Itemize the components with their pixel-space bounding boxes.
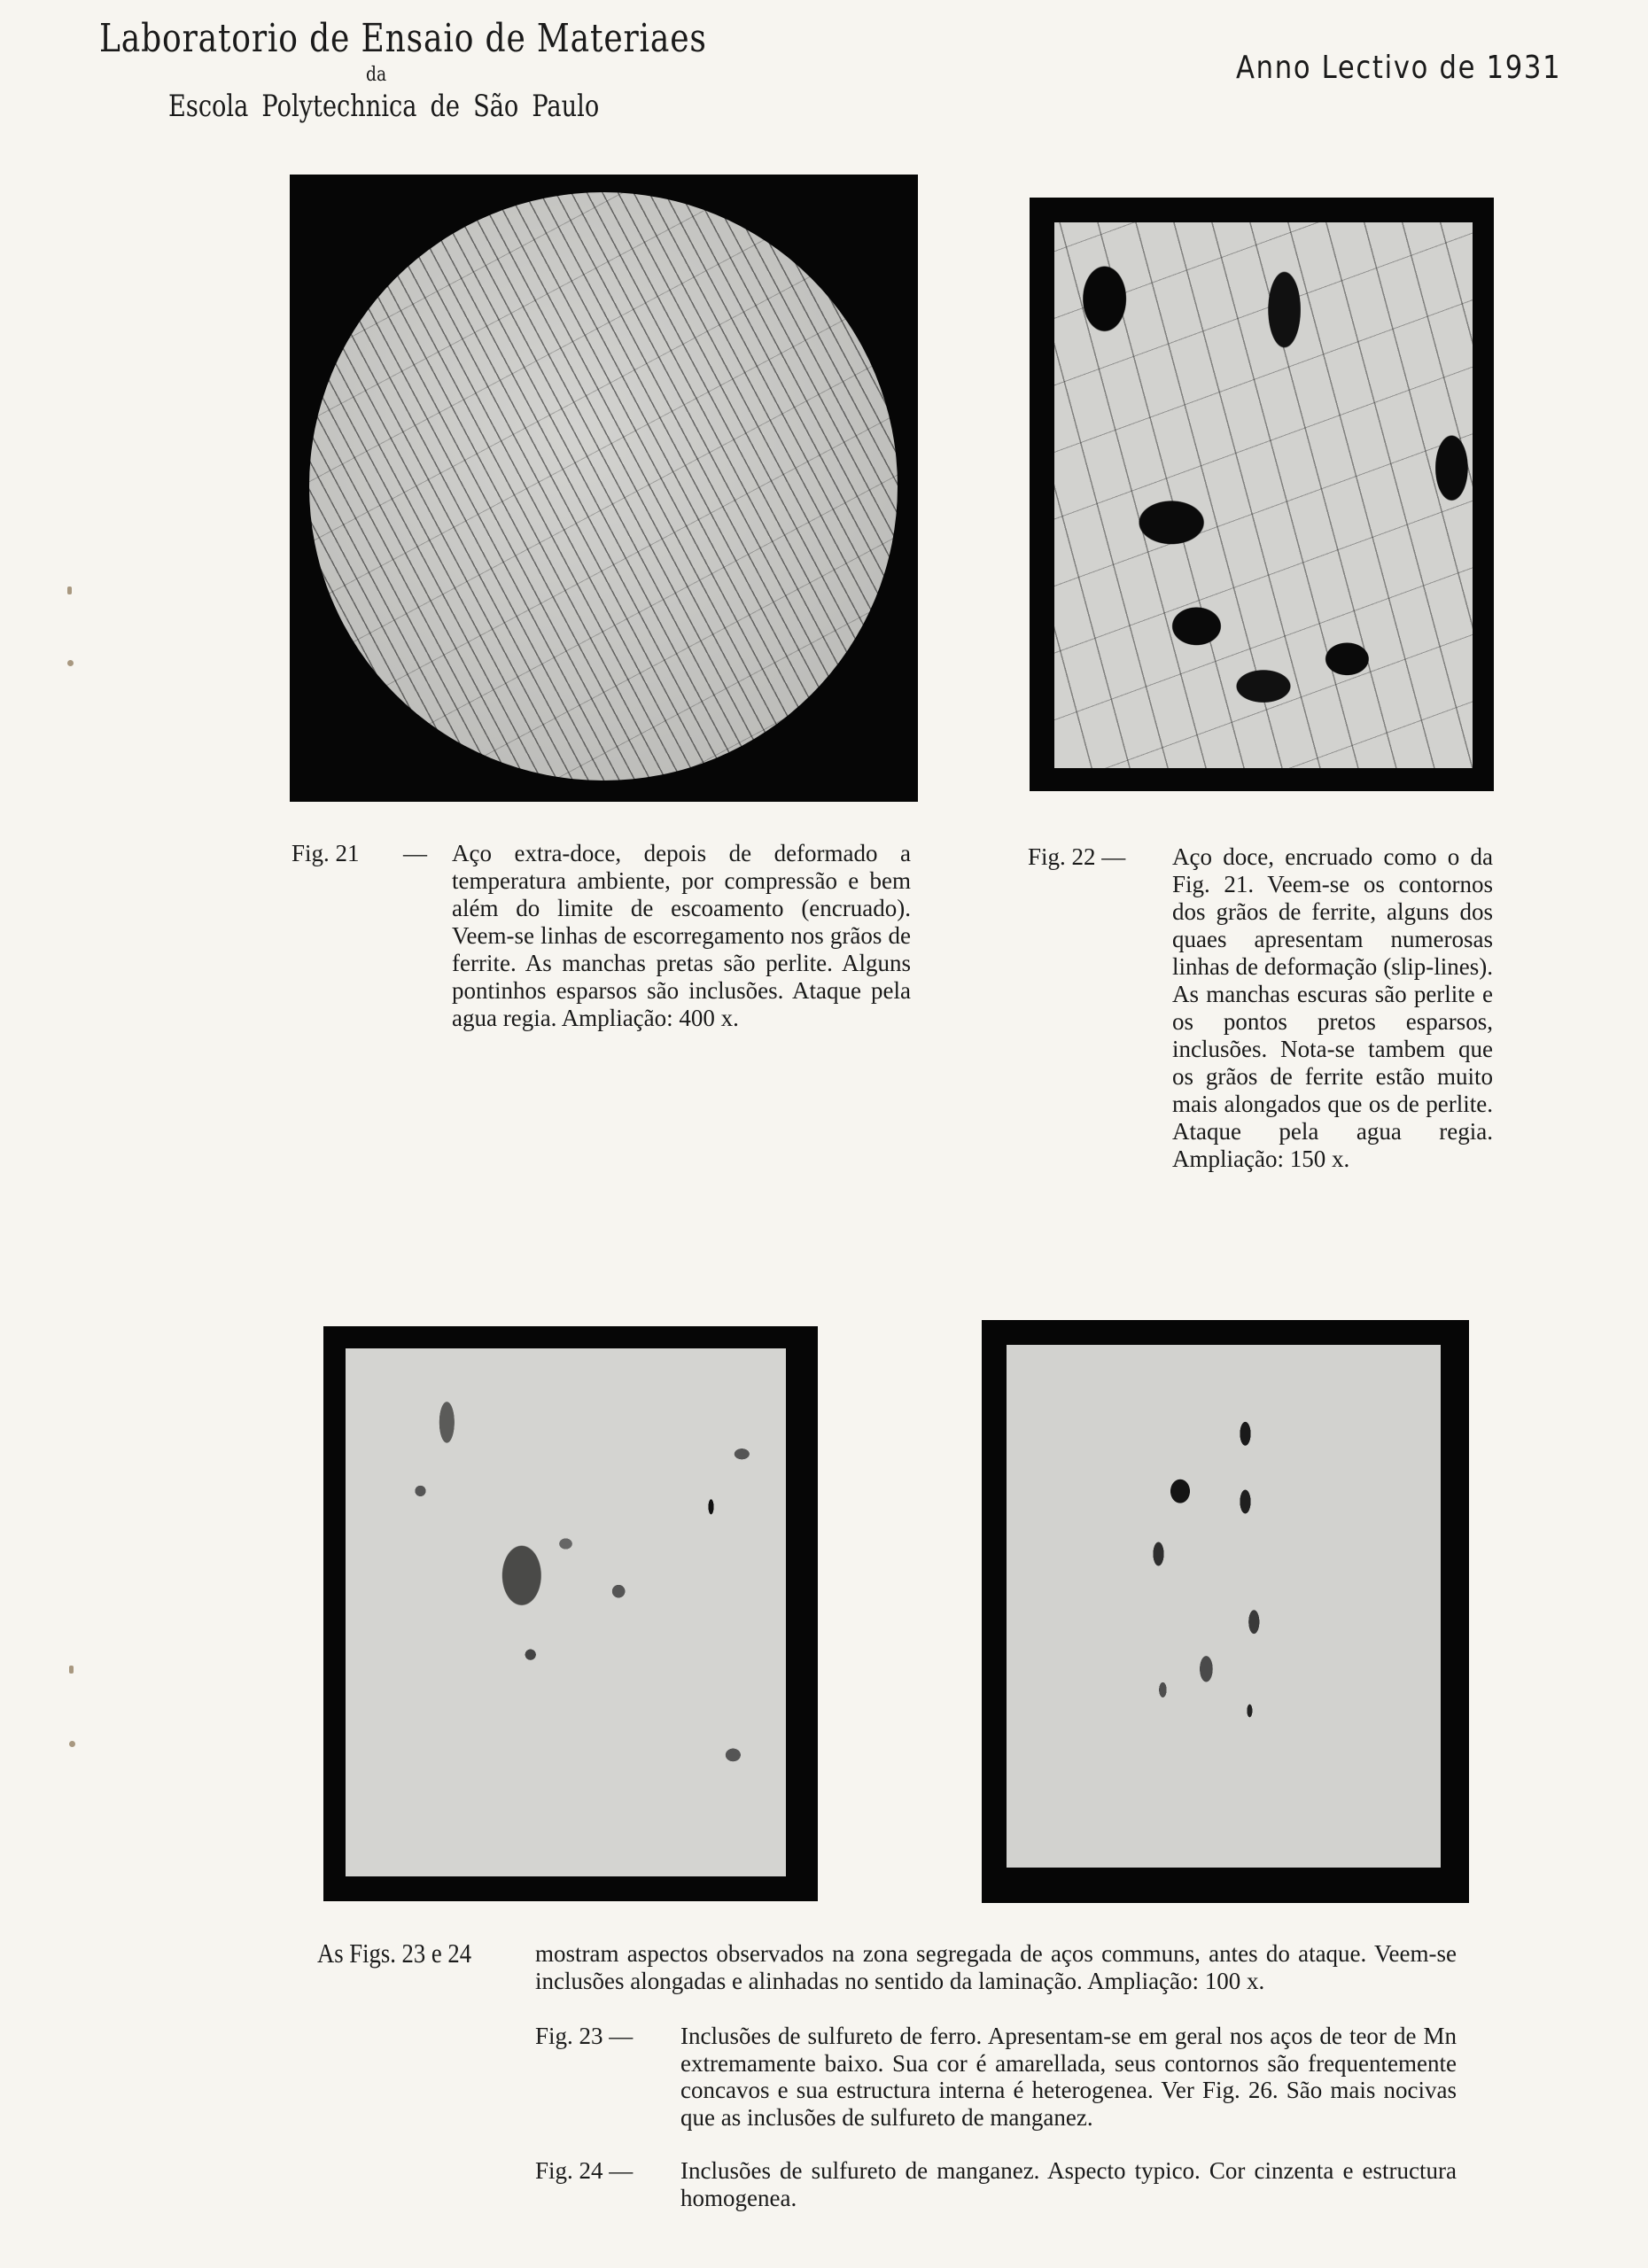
- micrograph-image: [346, 1348, 786, 1876]
- margin-mark: [67, 586, 72, 594]
- micrograph-image: [1054, 222, 1473, 768]
- fig21-label: Fig. 21: [292, 840, 360, 866]
- figure-21: [290, 175, 918, 802]
- margin-mark: [69, 1741, 75, 1747]
- figure-24: [982, 1320, 1469, 1903]
- fig24-label: Fig. 24 —: [535, 2157, 634, 2184]
- margin-mark: [67, 660, 74, 666]
- margin-mark: [69, 1666, 74, 1674]
- micrograph-image: [1007, 1345, 1441, 1868]
- fig24-caption: Inclusões de sulfureto de manganez. Aspecto typico. Cor cinzenta e estructura homogenea.: [680, 2157, 1457, 2211]
- figure-22: [1030, 198, 1494, 791]
- fig23-label: Fig. 23 —: [535, 2023, 634, 2049]
- fig21-dash: —: [403, 840, 427, 866]
- figure-23: [323, 1326, 818, 1901]
- title-conjunction: da: [366, 64, 387, 86]
- academic-year: Anno Lectivo de 1931: [1236, 50, 1562, 86]
- institution-name: Escola Polytechnica de São Paulo: [168, 89, 600, 124]
- fig21-caption: Aço extra-doce, depois de deformado a temperatura ambiente, por compressão e bem além do limite de escoamento (encruado). Veem-se linhas de escorregamento nos grãos de ferrite. As manchas pretas são perlite. Alguns pontinhos esparsos são inclusões. Ataque pela agua regia. Ampliação: 400 x.: [452, 840, 911, 1031]
- fig22-label: Fig. 22 —: [1028, 843, 1126, 870]
- fig23-caption: Inclusões de sulfureto de ferro. Apresentam-se em geral nos aços de teor de Mn extremamente baixo. Sua cor é amarellada, seus contornos são frequentemente concavos e sua estructura interna é heterogenea. Ver Fig. 26. São mais nocivas que as inclusões de sulfureto de manganez.: [680, 2023, 1457, 2131]
- micrograph-image: [309, 192, 898, 781]
- figs-23-24-intro: mostram aspectos observados na zona segregada de aços communs, antes do ataque. Veem-se inclusões alongadas e alinhadas no sentido da laminação. Ampliação: 100 x.: [535, 1940, 1457, 1994]
- fig22-caption: Aço doce, encruado como o da Fig. 21. Veem-se os contornos dos grãos de ferrite, alguns dos quaes apresentam numerosas linhas de deformação (slip-lines). As manchas escuras são perlite e os pontos pretos esparsos, inclusões. Nota-se tambem que os grãos de ferrite estão muito mais alongados que os de perlite. Ataque pela agua regia. Ampliação: 150 x.: [1172, 843, 1493, 1172]
- lab-title: Laboratorio de Ensaio de Materiaes: [99, 16, 707, 61]
- figs-23-24-label: As Figs. 23 e 24: [317, 1938, 472, 1969]
